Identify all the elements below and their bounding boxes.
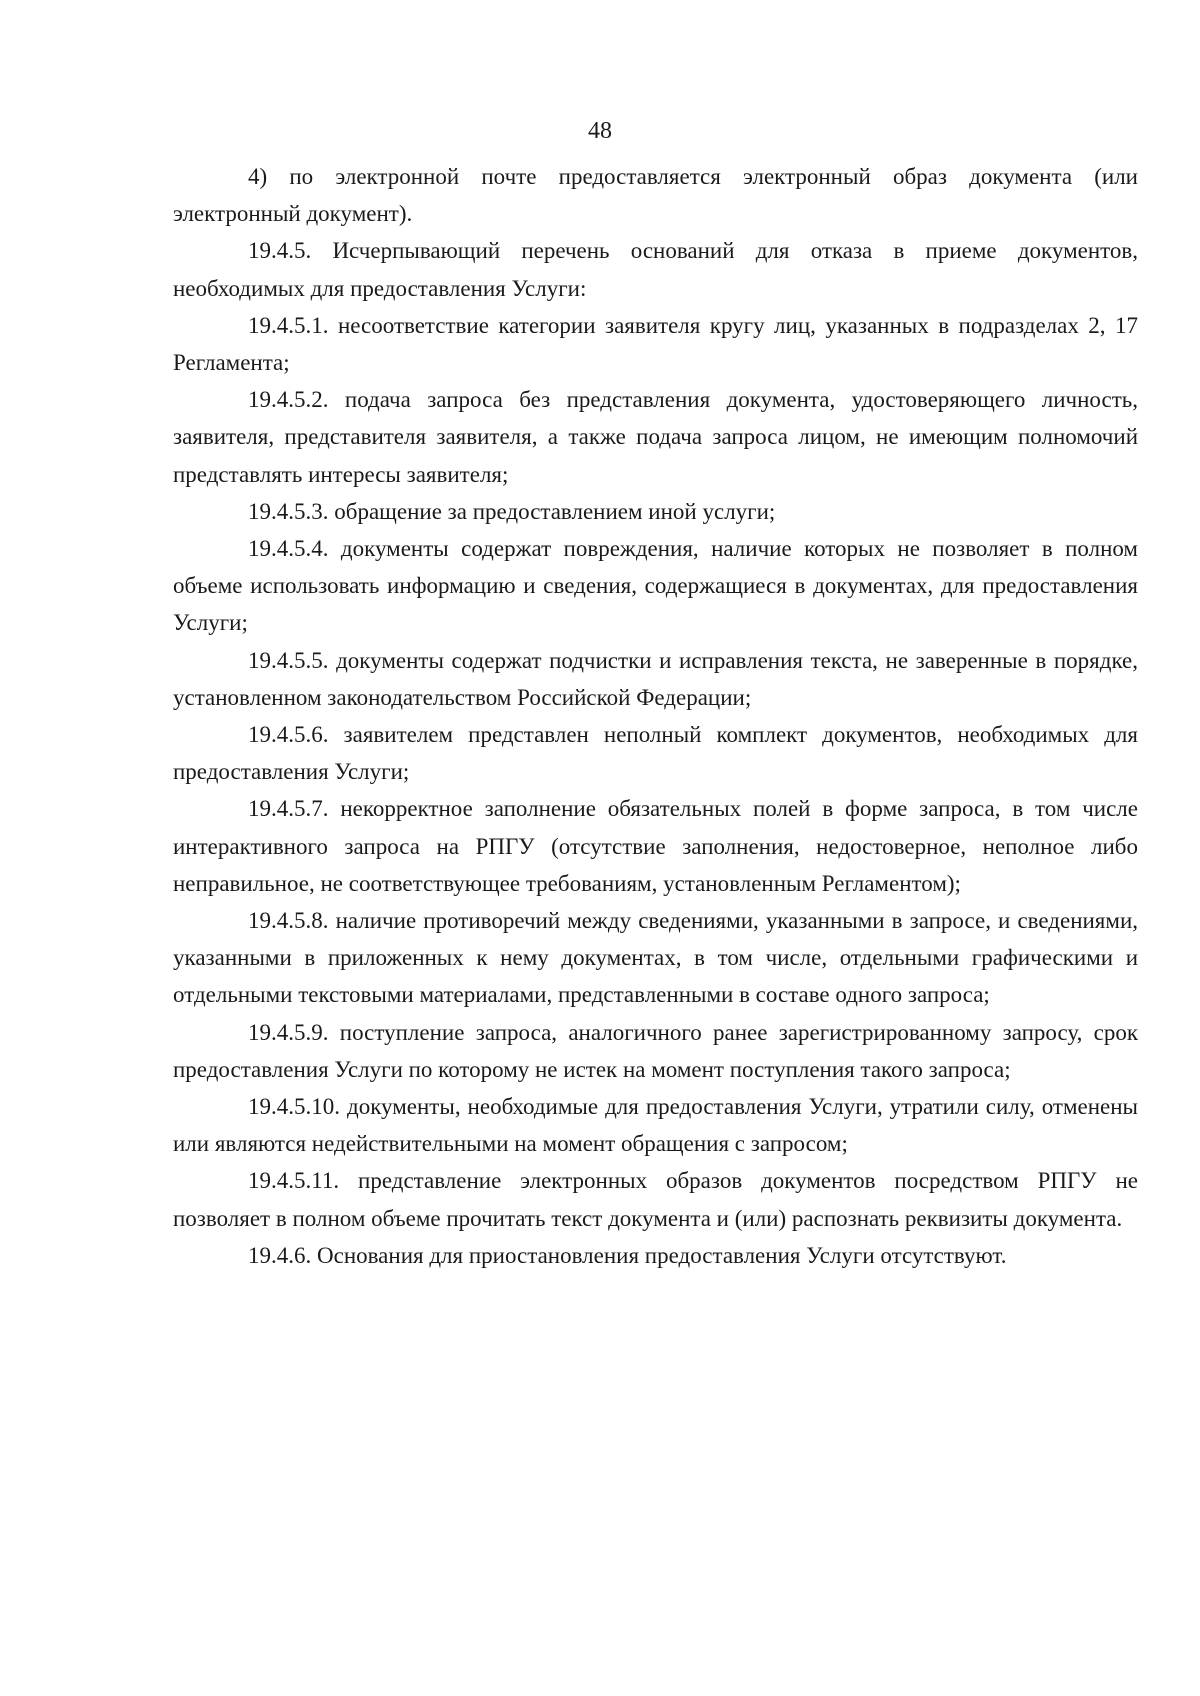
paragraph-19-4-5-7: 19.4.5.7. некорректное заполнение обязательных полей в форме запроса, в том числе интерактивного запроса на РПГУ (отсутствие заполнения, недостоверное, неполное либо неправильное, не соответствующее требованиям, установленным Регламентом); [173,796,1138,896]
paragraph-19-4-5-3: 19.4.5.3. обращение за предоставлением иной услуги; [248,498,776,524]
paragraph-19-4-5-8: 19.4.5.8. наличие противоречий между сведениями, указанными в запросе, и сведениями, указанными в приложенных к нему документах, в том числе, отдельными графическими и отдельными текстовыми материалами, представленными в составе одного запроса; [173,908,1138,1008]
paragraph-19-4-5-10: 19.4.5.10. документы, необходимые для предоставления Услуги, утратили силу, отменены или являются недействительными на момент обращения с запросом; [173,1094,1138,1157]
page-number: 48 [588,118,612,144]
paragraph-item-4: 4) по электронной почте предоставляется электронный образ документа (или электронный документ). [173,164,1138,227]
paragraph-19-4-6: 19.4.6. Основания для приостановления предоставления Услуги отсутствуют. [248,1242,1007,1268]
paragraph-19-4-5-9: 19.4.5.9. поступление запроса, аналогичного ранее зарегистрированному запросу, срок предоставления Услуги по которому не истек на момент поступления такого запроса; [173,1019,1138,1082]
paragraph-19-4-5-5: 19.4.5.5. документы содержат подчистки и исправления текста, не заверенные в порядке, установленном законодательством Российской Федерации; [173,647,1138,710]
document-body [173,158,1138,1274]
paragraph-19-4-5-2: 19.4.5.2. подача запроса без представления документа, удостоверяющего личность, заявителя, представителя заявителя, а также подача запроса лицом, не имеющим полномочий представлять интересы заявителя; [173,387,1138,487]
paragraph-19-4-5-6: 19.4.5.6. заявителем представлен неполный комплект документов, необходимых для предоставления Услуги; [173,722,1138,785]
paragraph-19-4-5-4: 19.4.5.4. документы содержат повреждения, наличие которых не позволяет в полном объеме использовать информацию и сведения, содержащиеся в документах, для предоставления Услуги; [173,536,1138,636]
paragraph-19-4-5-1: 19.4.5.1. несоответствие категории заявителя кругу лиц, указанных в подразделах 2, 17 Регламента; [173,312,1138,376]
paragraph-19-4-5: 19.4.5. Исчерпывающий перечень оснований для отказа в приеме документов, необходимых для предоставления Услуги: [173,238,1138,301]
paragraph-19-4-5-11: 19.4.5.11. представление электронных образов документов посредством РПГУ не позволяет в полном объеме прочитать текст документа и (или) распознать реквизиты документа. [173,1168,1138,1231]
